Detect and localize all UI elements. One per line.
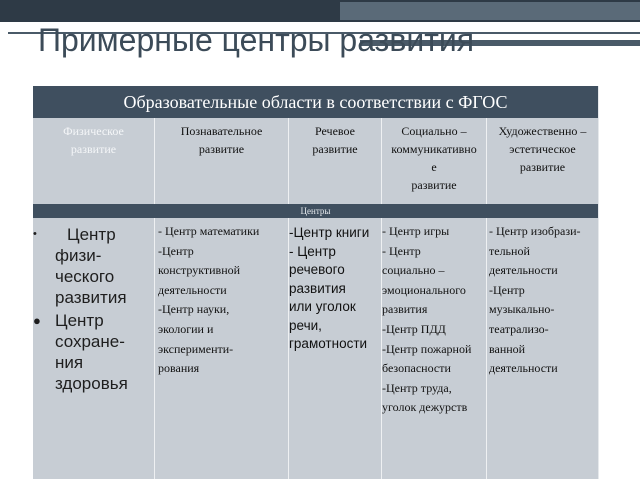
cell-line: речи, [289, 317, 322, 333]
cell-line: -Центр [158, 243, 194, 258]
centers-band: Центры [33, 204, 598, 218]
cell-line: деятельности [158, 282, 227, 297]
column-header-speech [288, 118, 381, 204]
cell-line: - Центр [382, 243, 421, 258]
column-header-line: развитие [312, 142, 358, 156]
list-item-line: сохране- [55, 332, 125, 351]
cell-social [381, 218, 486, 479]
cell-line: -Центр [489, 282, 525, 297]
cell-line: деятельности [489, 263, 558, 278]
list-item-line: здоровья [55, 374, 128, 393]
column-header-line: Художественно – [498, 124, 587, 138]
cell-line: -Центр науки, [158, 302, 230, 317]
list-item-text [55, 224, 127, 308]
cell-line: развития [289, 280, 346, 296]
cell-line: экологии и [158, 321, 214, 336]
cell-speech [288, 218, 381, 479]
cell-line: деятельности [489, 361, 558, 376]
cell-line: ванной [489, 341, 526, 356]
list-item-line: ческого [55, 267, 115, 286]
column-header-line: е [431, 160, 437, 174]
cell-line: - Центр [289, 243, 336, 259]
cell-line: -Центр труда, [382, 380, 452, 395]
cell-line: грамотности [289, 336, 368, 351]
cell-artistic [486, 218, 598, 479]
cell-line: эксперименти- [158, 341, 234, 356]
cell-line: -Центр книги [289, 225, 370, 240]
column-header-physical [33, 118, 154, 204]
list-item-line: развития [55, 288, 127, 307]
cell-line: конструктивной [158, 263, 241, 278]
cell-line: -Центр ПДД [382, 321, 446, 336]
column-header-line: развитие [411, 178, 457, 192]
column-header-line: развитие [198, 142, 245, 156]
cell-line: безопасности [382, 361, 451, 376]
list-item-line: физи- [55, 246, 102, 265]
column-header-social [381, 118, 486, 204]
cell-line: - Центр математики [158, 224, 260, 238]
cell-line: рования [158, 361, 200, 376]
column-header-line: Речевое [315, 124, 355, 138]
table-header: Образовательные области в соответствии с ФГОС [33, 86, 598, 118]
column-header-cognitive [154, 118, 288, 204]
column-header-line: коммуникативно [391, 142, 477, 156]
list-item-line: Центр [67, 225, 116, 244]
slide-title: Примерные центры развития [38, 22, 475, 58]
cell-physical [33, 218, 154, 479]
top-decoration-highlight [340, 2, 640, 20]
list-item-line: ния [55, 353, 84, 372]
cell-line: тельной [489, 243, 530, 258]
top-decoration-bar [0, 0, 640, 22]
list-item-line: Центр [55, 311, 104, 330]
cell-line: -Центр пожарной [382, 341, 472, 356]
cell-line: социально – [382, 263, 445, 278]
cell-line: или уголок [289, 299, 356, 314]
column-header-line: Физическое [63, 124, 124, 138]
cell-line: - Центр изобрази- [489, 224, 581, 238]
cell-line: уголок дежурств [382, 400, 468, 415]
column-header-line: развитие [519, 160, 566, 174]
column-header-line: развитие [70, 142, 117, 156]
column-header-line: Познавательное [180, 124, 263, 138]
cell-line: музыкально- [489, 302, 555, 317]
cell-cognitive [154, 218, 288, 479]
bullet-icon: ● [33, 313, 41, 328]
cell-line: развития [382, 302, 428, 317]
cell-line: эмоционального [382, 282, 466, 297]
development-centers-table [33, 86, 599, 479]
bullet-icon: • [33, 228, 37, 240]
cell-line: театрализо- [489, 321, 549, 336]
column-header-line: Социально – [401, 124, 467, 138]
cell-line: - Центр игры [382, 224, 450, 238]
cell-line: речевого [289, 262, 345, 277]
column-header-line: эстетическое [509, 142, 576, 156]
list-item-text [55, 310, 128, 394]
column-header-artistic [486, 118, 598, 204]
